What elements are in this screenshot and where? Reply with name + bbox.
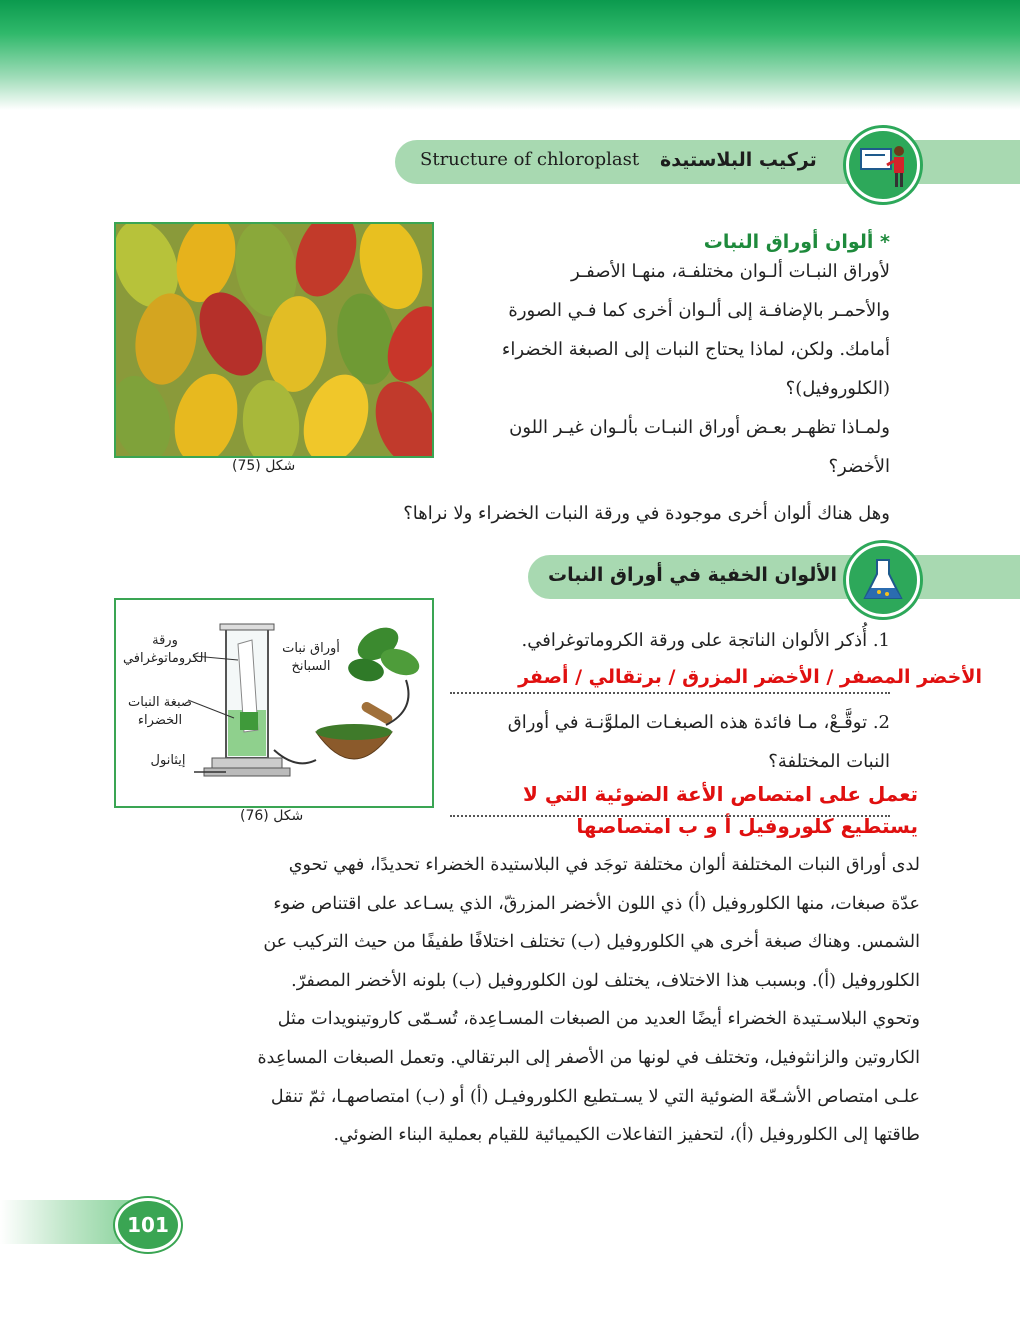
section-title-arabic: تركيب البلاستيدة <box>660 149 817 171</box>
body-line: علـى امتصاص الأشـعّة الضوئية التي لا يسـتطيع الكلوروفيـل (أ) أو (ب) امتصاصهـا، ثمّ تنقل <box>270 1086 920 1107</box>
body-line: الكاروتين والزانثوفيل، وتختلف في لونها من الأصفر إلى البرتقالي. وتعمل الصبغات المساعِدة <box>257 1047 920 1068</box>
figure-75-leaves-image <box>114 222 434 458</box>
body-line: عدّة صبغات، منها الكلوروفيل (أ) ذي اللون الأخضر المزرقّ، الذي يسـاعد على اقتناص ضوء <box>273 893 920 914</box>
leaf-colors-paragraph <box>440 252 890 486</box>
question-2-line: النبات المختلفة؟ <box>768 751 890 772</box>
top-gradient-band <box>0 0 1020 110</box>
label-green-pigment: صبغة النبات الخضراء <box>128 695 192 728</box>
body-line: طاقتها إلى الكلوروفيل (أ)، لتحفيز التفاعلات الكيميائية للقيام بعملية البناء الضوئي. <box>333 1125 920 1146</box>
teacher-board-icon <box>846 128 920 202</box>
paragraph-line: أمامك. ولكن، لماذا يحتاج النبات إلى الصبغة الخضراء <box>501 339 890 360</box>
flask-icon <box>846 543 920 617</box>
body-line: الكلوروفيل (أ). وبسبب هذا الاختلاف، يختلف لون الكلوروفيل (ب) بلونه الأخضر المصفرّ. <box>291 970 920 991</box>
answer-line <box>450 692 890 694</box>
figure-75-caption: شكل (75) <box>232 458 296 474</box>
answer-line <box>450 815 890 817</box>
paragraph-line: (الكلوروفيل)؟ <box>785 378 890 399</box>
answer-2-line: تعمل على امتصاص الأعة الضوئية التي لا <box>522 782 918 806</box>
answer-2-line: يستطيع كلوروفيل أ و ب امتصاصها <box>576 814 918 838</box>
paragraph-line: ولمـاذا تظهـر بعـض أوراق النبـات بألـوان غيـر اللون <box>509 417 890 438</box>
section-title-english: Structure of chloroplast <box>420 149 640 170</box>
label-ethanol: إيثانول <box>150 753 186 768</box>
answer-1-handwritten: الأخضر المصفر / الأخضر المزرق / برتقالي / أصفر <box>518 666 982 688</box>
hidden-colors-question: وهل هناك ألوان أخرى موجودة في ورقة النبات الخضراء ولا نراها؟ <box>403 503 890 524</box>
subheading-leaf-colors: * ألوان أوراق النبات <box>703 231 890 253</box>
figure-76-caption: شكل (76) <box>240 808 304 824</box>
body-line: وتحوي البلاسـتيدة الخضراء أيضًا العديد من الصبغات المسـاعِدة، تُسـمّى كاروتينويدات مثل <box>277 1009 920 1030</box>
section-title-hidden-colors: الألوان الخفية في أوراق النبات <box>548 564 837 586</box>
question-2 <box>440 703 890 781</box>
answer-2-handwritten <box>523 778 918 842</box>
label-spinach-leaves: أوراق نبات السبانخ <box>282 641 340 674</box>
paragraph-line: والأحمـر بالإضافـة إلى ألـوان أخرى كما فـي الصورة <box>508 300 890 321</box>
page-number: 101 <box>115 1198 181 1252</box>
pigments-body-paragraph <box>120 846 920 1155</box>
question-1: 1. أُذكر الألوان الناتجة على ورقة الكروماتوغرافي. <box>521 630 890 651</box>
body-line: الشمس. وهناك صبغة أخرى هي الكلوروفيل (ب) تختلف اختلافًا طفيفًا من حيث التركيب عن <box>263 932 920 953</box>
paragraph-line: الأخضر؟ <box>828 456 890 477</box>
question-2-line: 2. توقَّـعْ، مـا فائدة هذه الصبغـات الملوَّنـة في أوراق <box>507 712 890 733</box>
body-line: لدى أوراق النبات المختلفة ألوان مختلفة توجَد في البلاستيدة الخضراء تحديدًا، فهي تحوي <box>288 855 920 875</box>
paragraph-line: لأوراق النبـات ألـوان مختلفـة، منهـا الأصفـر <box>570 261 890 282</box>
label-chromatography-paper: ورقة الكروماتوغرافي <box>122 633 208 666</box>
